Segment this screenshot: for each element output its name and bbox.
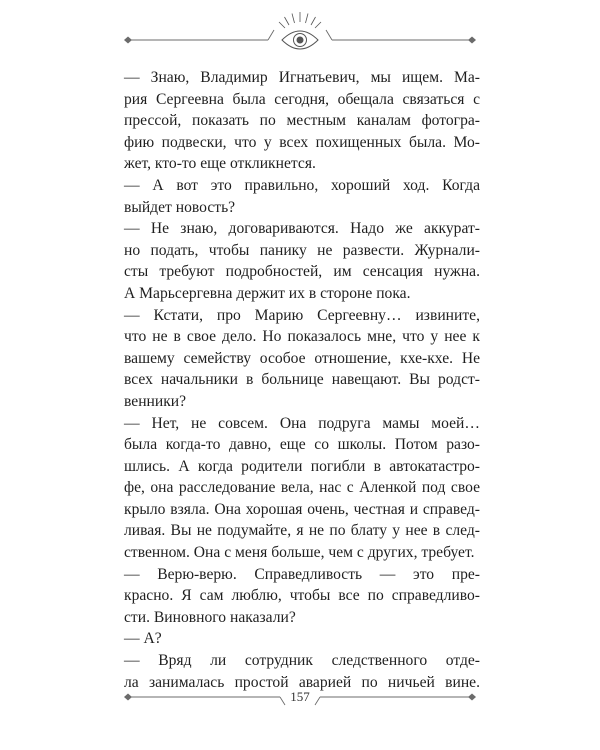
text-line: — А?: [124, 630, 162, 648]
text-line: — Кстати, про Марию Сергеевну… извините,: [124, 306, 480, 324]
text-line: фе, она расследование вела, нас с Аленкой под свое: [124, 479, 480, 497]
text-line: — Вряд ли сотрудник следственного отде-: [124, 652, 480, 670]
text-line: что не в свое дело. Но показалось мне, что у нее к: [124, 328, 480, 346]
text-line: крыло взяла. Она хорошая очень, честная и справед-: [124, 500, 480, 518]
text-line: рия Сергеевна была сегодня, обещала связаться с: [124, 90, 480, 108]
text-line: красно. Я сам люблю, чтобы все по справедливо-: [124, 587, 480, 605]
text-line: сти. Виновного наказали?: [124, 608, 296, 626]
eye-icon: [279, 12, 321, 49]
text-line: — Верю-верю. Справедливость — это пре-: [124, 565, 480, 583]
footer-ornament: [0, 680, 600, 730]
text-line: — А вот это правильно, хороший ход. Когда: [124, 176, 480, 194]
text-line: ла занималась простой аварией по ничьей вине.: [124, 673, 480, 691]
text-line: жет, кто-то еще откликнется.: [124, 155, 316, 173]
page-number: 157: [290, 689, 310, 704]
text-line: ливая. Вы не подумайте, я не по блату у нее в след-: [124, 522, 480, 540]
diamond-icon: [124, 37, 132, 44]
text-line: но подать, чтобы панику не развести. Журнали-: [124, 241, 480, 259]
text-line: была когда-то давно, еще со школы. Потом разо-: [124, 436, 480, 454]
text-line: — Нет, не совсем. Она подруга мамы моей…: [124, 414, 480, 432]
text-line: А Марьсергевна держит их в стороне пока.: [124, 284, 411, 302]
text-line: фию подвески, что у всех похищенных была. Мо-: [124, 133, 480, 151]
text-line: выйдет новость?: [124, 198, 236, 216]
text-line: прессой, показать по местным каналам фотогра-: [124, 112, 480, 130]
text-line: шлись. А когда родители погибли в автокатастро-: [124, 457, 480, 475]
body-text: [124, 67, 480, 693]
text-line: вашему семейству особое отношение, кхе-кхе. Не: [124, 349, 480, 367]
text-line: ственном. Она с меня больше, чем с других, требует.: [124, 544, 475, 562]
text-line: — Не знаю, договариваются. Надо же аккурат-: [124, 220, 480, 238]
text-line: венники?: [124, 392, 187, 410]
diamond-icon: [468, 37, 476, 44]
text-line: всех начальники в больнице навещают. Вы родст-: [124, 371, 480, 389]
text-line: сты требуют подробностей, им сенсация нужна.: [124, 263, 480, 281]
text-line: — Знаю, Владимир Игнатьевич, мы ищем. Ма-: [124, 69, 480, 86]
header-ornament: [0, 0, 600, 60]
